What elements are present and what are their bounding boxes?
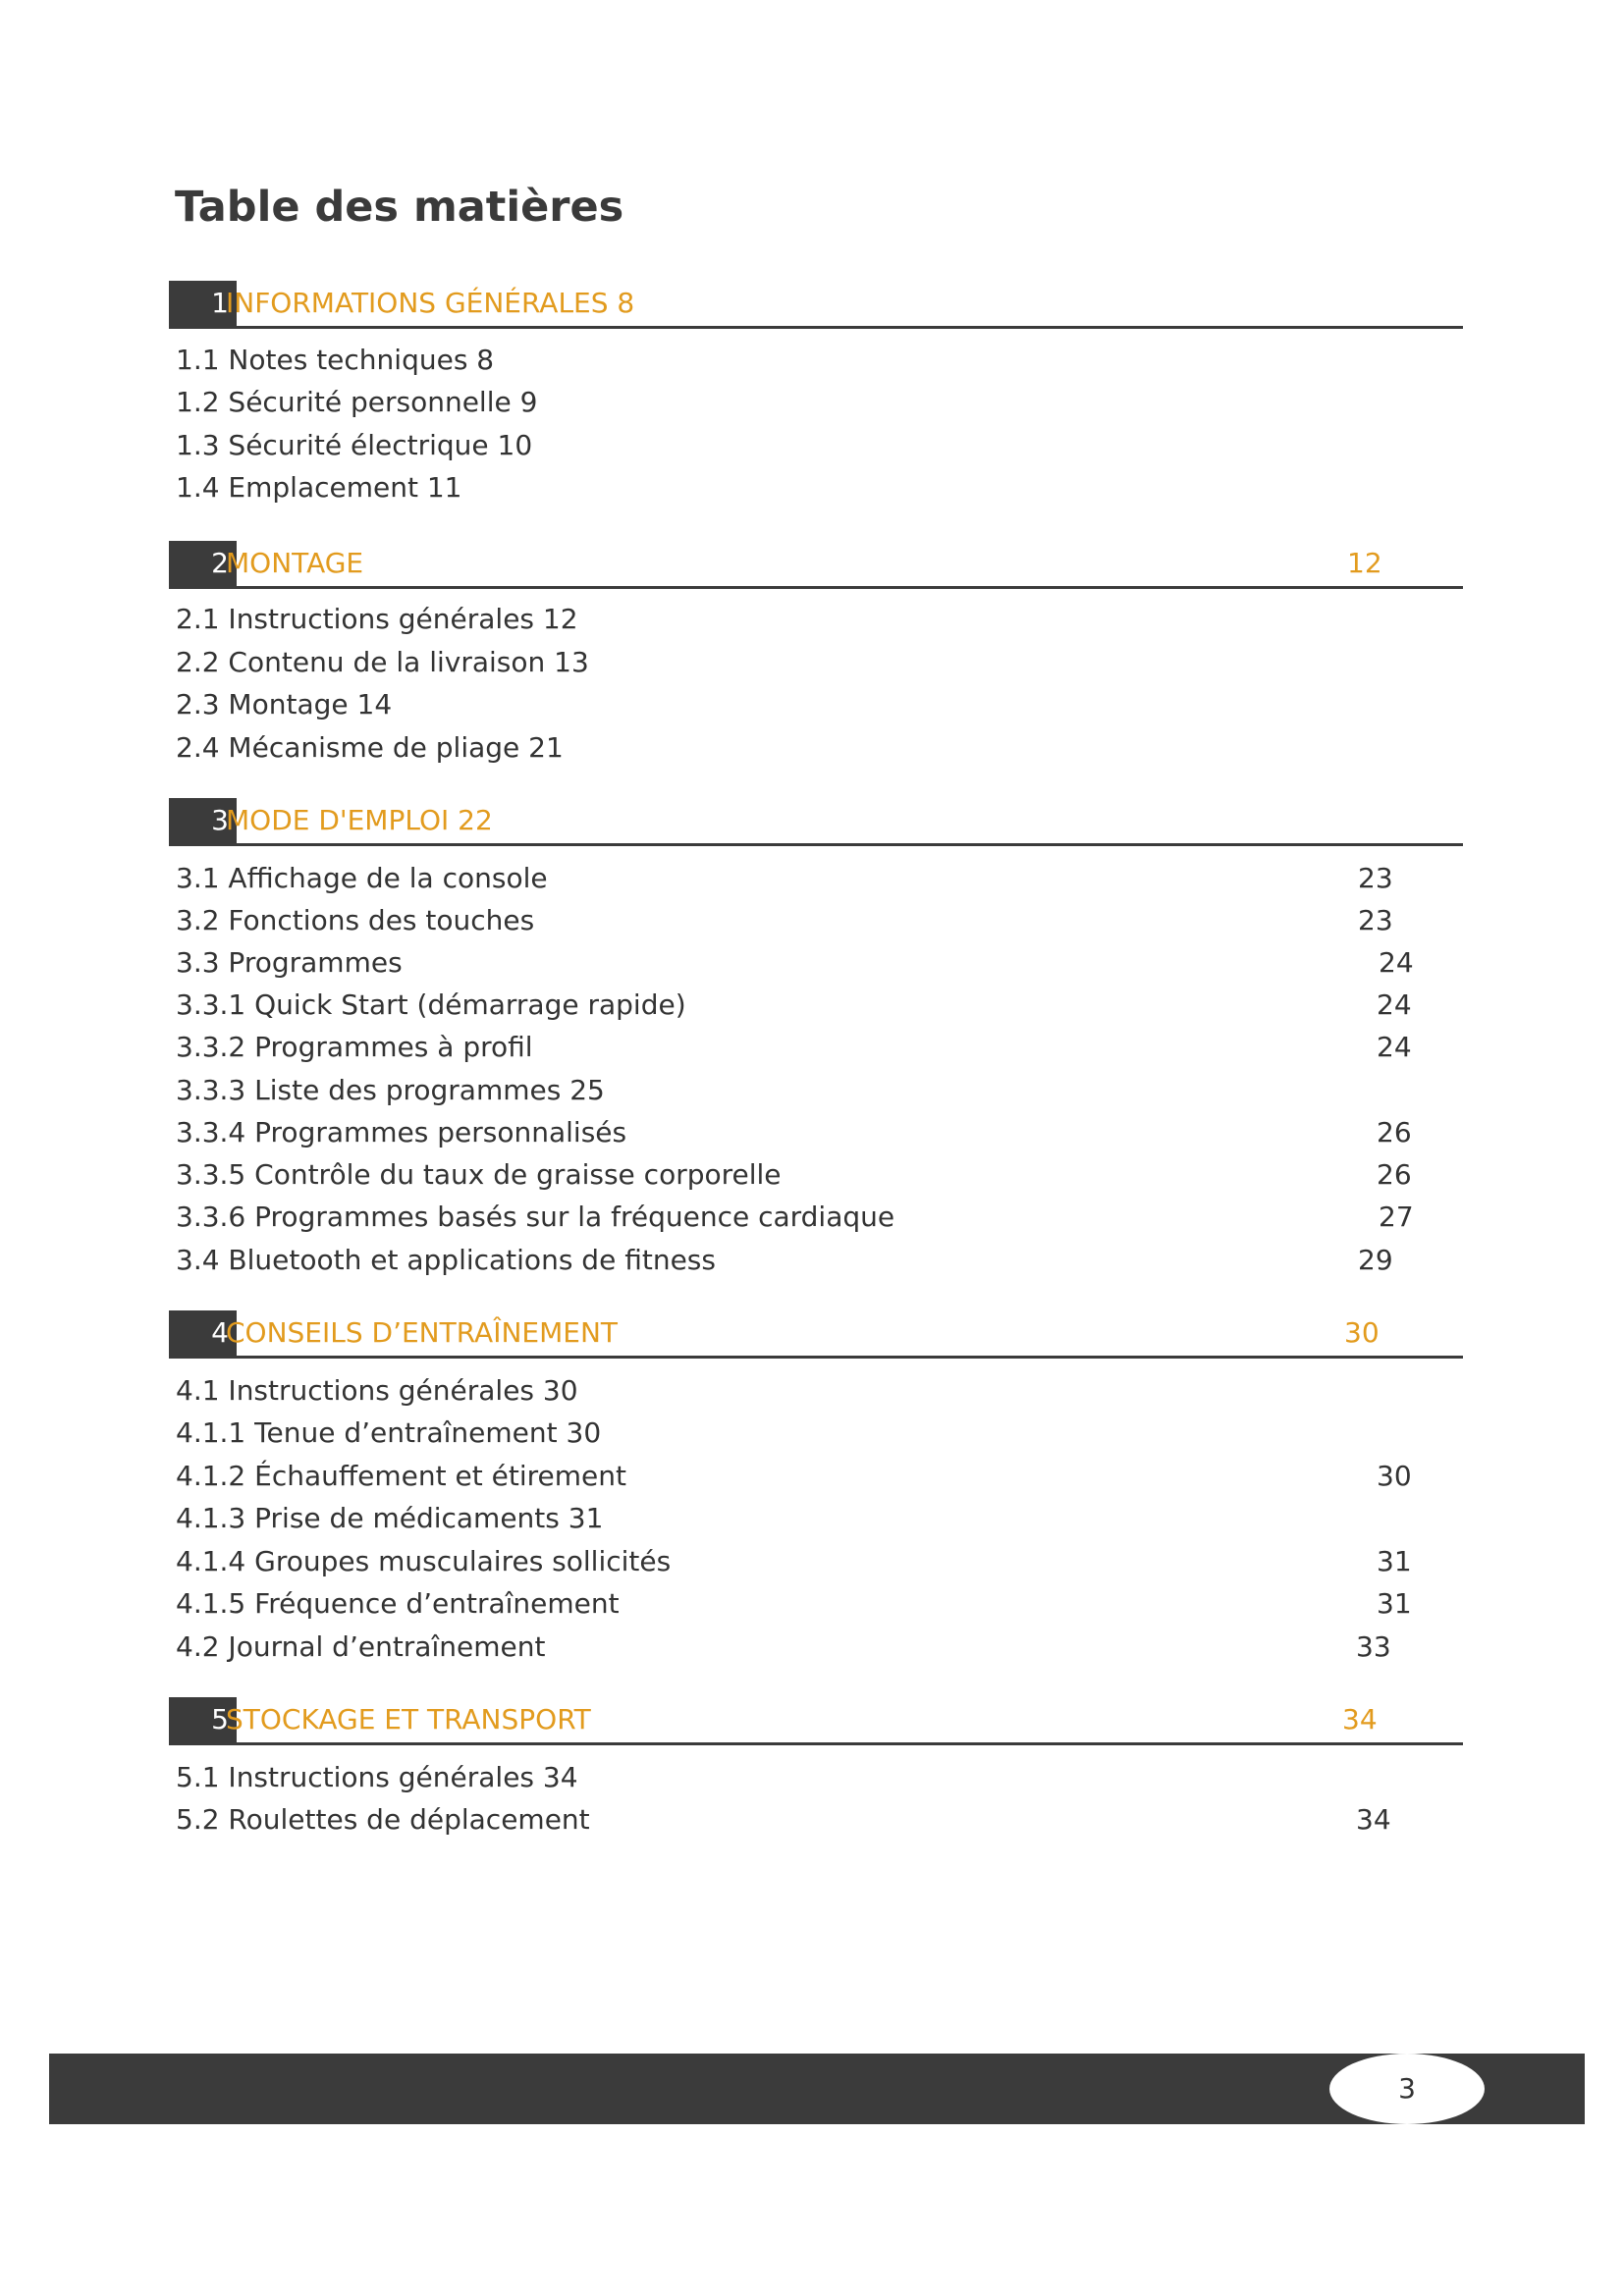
toc-entry[interactable]: 4.2 Journal d’entraînement 33 bbox=[176, 1630, 1391, 1663]
toc-page: 26 bbox=[1377, 1116, 1412, 1148]
section-rule bbox=[169, 843, 1463, 846]
section-header-4[interactable] bbox=[169, 1310, 1463, 1358]
toc-page: 30 bbox=[1377, 1460, 1412, 1492]
toc-entry[interactable]: 4.1.4 Groupes musculaires sollicités 31 bbox=[176, 1545, 1412, 1577]
toc-page: 27 bbox=[1379, 1201, 1414, 1233]
section-title: STOCKAGE ET TRANSPORT bbox=[226, 1703, 591, 1735]
toc-entry[interactable]: 5.1 Instructions générales 34 bbox=[176, 1761, 578, 1793]
section-number: 1 bbox=[169, 281, 237, 326]
section-header-1[interactable] bbox=[169, 281, 1463, 328]
section-title: MONTAGE bbox=[226, 547, 364, 579]
section-page: 12 bbox=[1347, 547, 1382, 579]
section-header-2[interactable] bbox=[169, 541, 1463, 588]
toc-entry[interactable]: 3.1 Affichage de la console 23 bbox=[176, 862, 1393, 894]
toc-page: 24 bbox=[1377, 1031, 1412, 1063]
toc-page: 24 bbox=[1377, 988, 1412, 1021]
toc-entry[interactable]: 3.3.5 Contrôle du taux de graisse corporelle 26 bbox=[176, 1158, 1412, 1191]
toc-entry[interactable]: 3.3.4 Programmes personnalisés 26 bbox=[176, 1116, 1412, 1148]
toc-page: 29 bbox=[1358, 1244, 1393, 1276]
toc-entry[interactable]: 3.3.1 Quick Start (démarrage rapide) 24 bbox=[176, 988, 1412, 1021]
toc-entry[interactable]: 4.1 Instructions générales 30 bbox=[176, 1374, 578, 1407]
toc-page: 31 bbox=[1377, 1587, 1412, 1620]
section-header-5[interactable] bbox=[169, 1697, 1463, 1744]
section-rule bbox=[169, 326, 1463, 329]
toc-page: 34 bbox=[1356, 1803, 1391, 1836]
toc-entry[interactable]: 2.4 Mécanisme de pliage 21 bbox=[176, 731, 564, 764]
section-page: 30 bbox=[1344, 1316, 1380, 1349]
toc-entry[interactable]: 3.3 Programmes 24 bbox=[176, 946, 1414, 979]
section-number: 3 bbox=[169, 798, 237, 843]
toc-page: 23 bbox=[1358, 862, 1393, 894]
section-rule bbox=[169, 1356, 1463, 1359]
toc-page: 26 bbox=[1377, 1158, 1412, 1191]
toc-page: 31 bbox=[1377, 1545, 1412, 1577]
toc-entry[interactable]: 3.3.3 Liste des programmes 25 bbox=[176, 1074, 605, 1106]
toc-entry[interactable]: 3.3.6 Programmes basés sur la fréquence cardiaque 27 bbox=[176, 1201, 1414, 1233]
section-number: 5 bbox=[169, 1697, 237, 1742]
section-page: 34 bbox=[1342, 1703, 1378, 1735]
section-title: CONSEILS D’ENTRAÎNEMENT bbox=[226, 1316, 618, 1349]
section-number: 4 bbox=[169, 1310, 237, 1356]
section-header-3[interactable] bbox=[169, 798, 1463, 845]
toc-entry[interactable]: 1.1 Notes techniques 8 bbox=[176, 344, 495, 376]
toc-entry[interactable]: 1.2 Sécurité personnelle 9 bbox=[176, 386, 538, 418]
toc-page: 33 bbox=[1356, 1630, 1391, 1663]
toc-entry[interactable]: 1.3 Sécurité électrique 10 bbox=[176, 429, 533, 461]
page-number: 3 bbox=[1329, 2054, 1485, 2124]
toc-page: 24 bbox=[1379, 946, 1414, 979]
section-title: INFORMATIONS GÉNÉRALES 8 bbox=[226, 287, 635, 319]
toc-entry[interactable]: 2.1 Instructions générales 12 bbox=[176, 603, 578, 635]
toc-entry[interactable]: 3.3.2 Programmes à profil 24 bbox=[176, 1031, 1412, 1063]
toc-entry[interactable]: 4.1.2 Échauffement et étirement 30 bbox=[176, 1460, 1412, 1492]
toc-entry[interactable]: 5.2 Roulettes de déplacement 34 bbox=[176, 1803, 1391, 1836]
section-rule bbox=[169, 586, 1463, 589]
toc-entry[interactable]: 2.2 Contenu de la livraison 13 bbox=[176, 646, 589, 678]
toc-entry[interactable]: 2.3 Montage 14 bbox=[176, 688, 393, 721]
toc-entry[interactable]: 4.1.1 Tenue d’entraînement 30 bbox=[176, 1416, 602, 1449]
section-title: MODE D'EMPLOI 22 bbox=[226, 804, 493, 836]
toc-entry[interactable]: 4.1.3 Prise de médicaments 31 bbox=[176, 1502, 604, 1534]
toc-entry[interactable]: 4.1.5 Fréquence d’entraînement 31 bbox=[176, 1587, 1412, 1620]
toc-page: 23 bbox=[1358, 904, 1393, 936]
toc-entry[interactable]: 3.2 Fonctions des touches 23 bbox=[176, 904, 1393, 936]
toc-entry[interactable]: 3.4 Bluetooth et applications de fitness 29 bbox=[176, 1244, 1393, 1276]
section-number: 2 bbox=[169, 541, 237, 586]
page-title: Table des matières bbox=[175, 183, 624, 232]
toc-entry[interactable]: 1.4 Emplacement 11 bbox=[176, 471, 462, 504]
section-rule bbox=[169, 1742, 1463, 1745]
